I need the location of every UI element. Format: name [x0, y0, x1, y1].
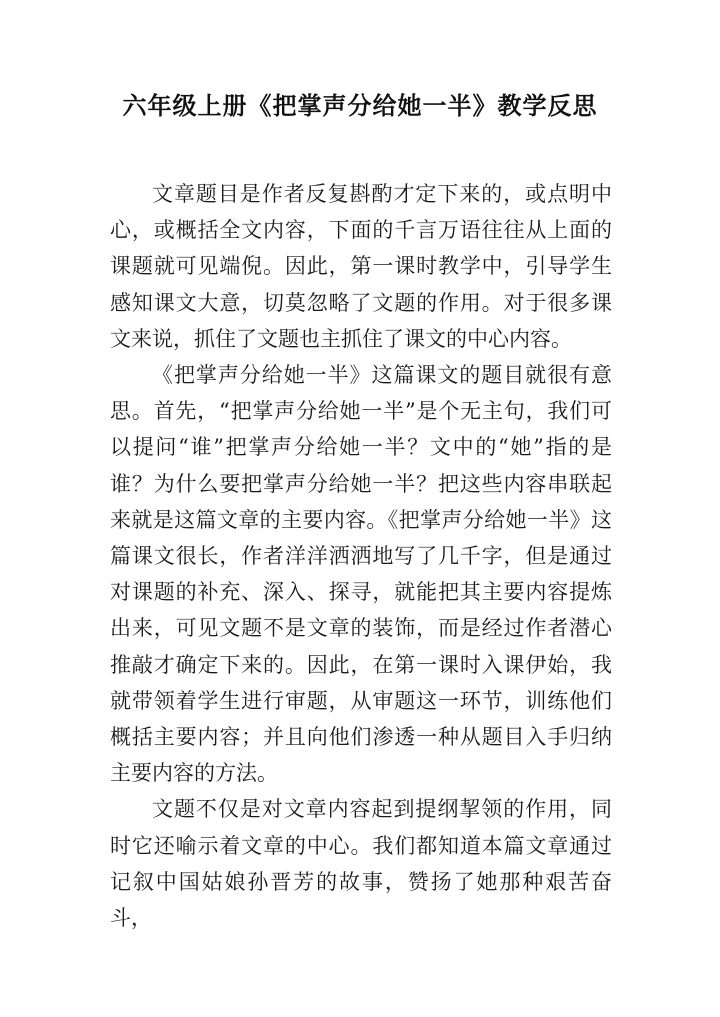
- paragraph-1: 文章题目是作者反复斟酌才定下来的，或点明中心，或概括全文内容，下面的千言万语往往从上面的课题就可见端倪。因此，第一课时教学中，引导学生感知课文大意，切莫忽略了文题的作用。对于很多课文来说，抓住了文题也主抓住了课文的中心内容。: [110, 182, 612, 351]
- document-body: [110, 176, 612, 936]
- document-title: 六年级上册《把掌声分给她一半》教学反思: [122, 91, 598, 120]
- paragraph-3: 文题不仅是对文章内容起到提纲挈领的作用，同时它还喻示着文章的中心。我们都知道本篇文章通过记叙中国姑娘孙晋芳的故事，赞扬了她那种艰苦奋斗，: [110, 797, 612, 931]
- paragraph-2: 《把掌声分给她一半》这篇课文的题目就很有意思。首先，“把掌声分给她一半”是个无主句，我们可以提问“谁”把掌声分给她一半？文中的“她”指的是谁？为什么要把掌声分给她一半？把这些内容串联起来就是这篇文章的主要内容。《把掌声分给她一半》这篇课文很长，作者洋洋洒洒地写了几千字，但是通过对课题的补充、深入、探寻，就能把其主要内容提炼出来，可见文题不是文章的装饰，而是经过作者潜心推敲才确定下来的。因此，在第一课时入课伊始，我就带领着学生进行审题，从审题这一环节，训练他们概括主要内容；并且向他们渗透一种从题目入手归纳主要内容的方法。: [110, 363, 612, 786]
